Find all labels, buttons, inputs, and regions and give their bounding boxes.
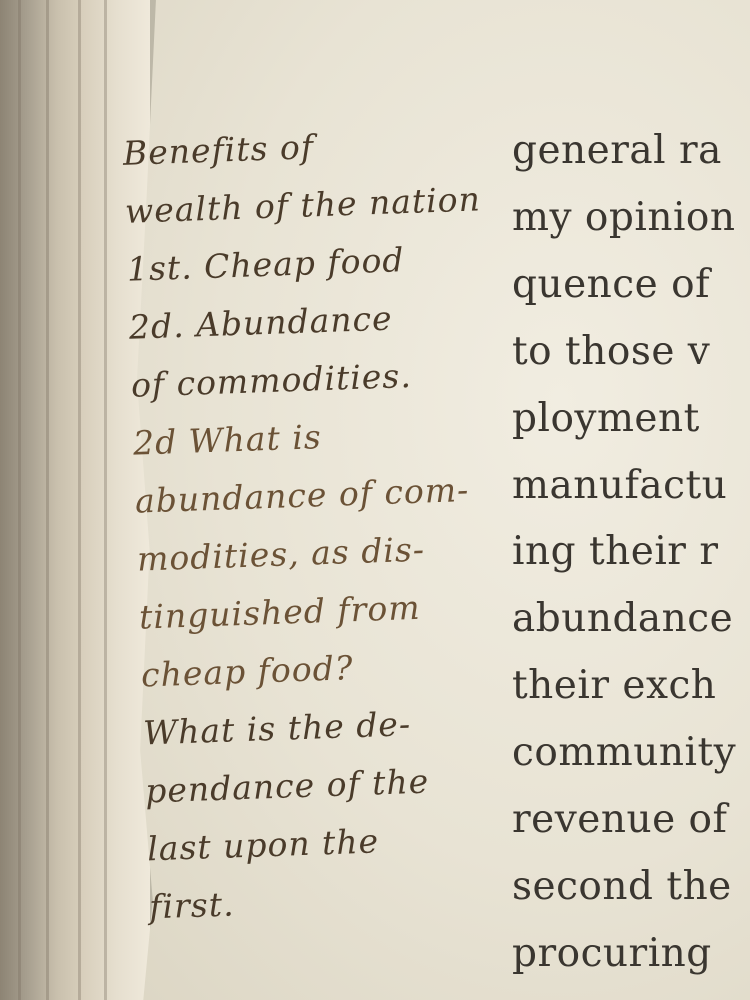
note-line: wealth of the nation <box>124 179 482 231</box>
printed-line: community <box>512 730 737 776</box>
printed-line: my opinion <box>512 194 736 240</box>
printed-line: revenue of <box>512 797 728 843</box>
note-line: What is the de- <box>142 704 412 753</box>
printed-line: second the <box>512 863 732 909</box>
note-line: cheap food? <box>140 648 355 695</box>
printed-line: ing their r <box>512 529 719 575</box>
handwritten-margin-notes <box>122 112 530 937</box>
note-line: tinguished from <box>138 587 422 637</box>
note-line: 1st. Cheap food <box>126 240 406 289</box>
printed-line: ployment <box>512 395 700 441</box>
printed-line: quence of <box>512 261 711 307</box>
note-line: modities, as dis- <box>136 529 426 579</box>
note-line: abundance of com- <box>134 469 470 521</box>
printed-line: manufactu <box>512 462 728 508</box>
note-line: last upon the <box>146 821 380 869</box>
note-line: 2d. Abundance <box>128 298 394 347</box>
printed-line: procuring <box>512 930 712 976</box>
printed-text-column <box>512 118 736 988</box>
note-line: 2d What is <box>132 417 323 463</box>
printed-line: to those v <box>512 328 711 374</box>
note-line: Benefits of <box>122 127 315 173</box>
note-line: first. <box>148 884 236 927</box>
printed-line: abundance <box>512 596 734 642</box>
note-line: of commodities. <box>130 355 413 405</box>
note-line: pendance of the <box>144 761 430 811</box>
printed-line: general ra <box>512 128 722 173</box>
printed-line: their exch <box>512 663 717 709</box>
